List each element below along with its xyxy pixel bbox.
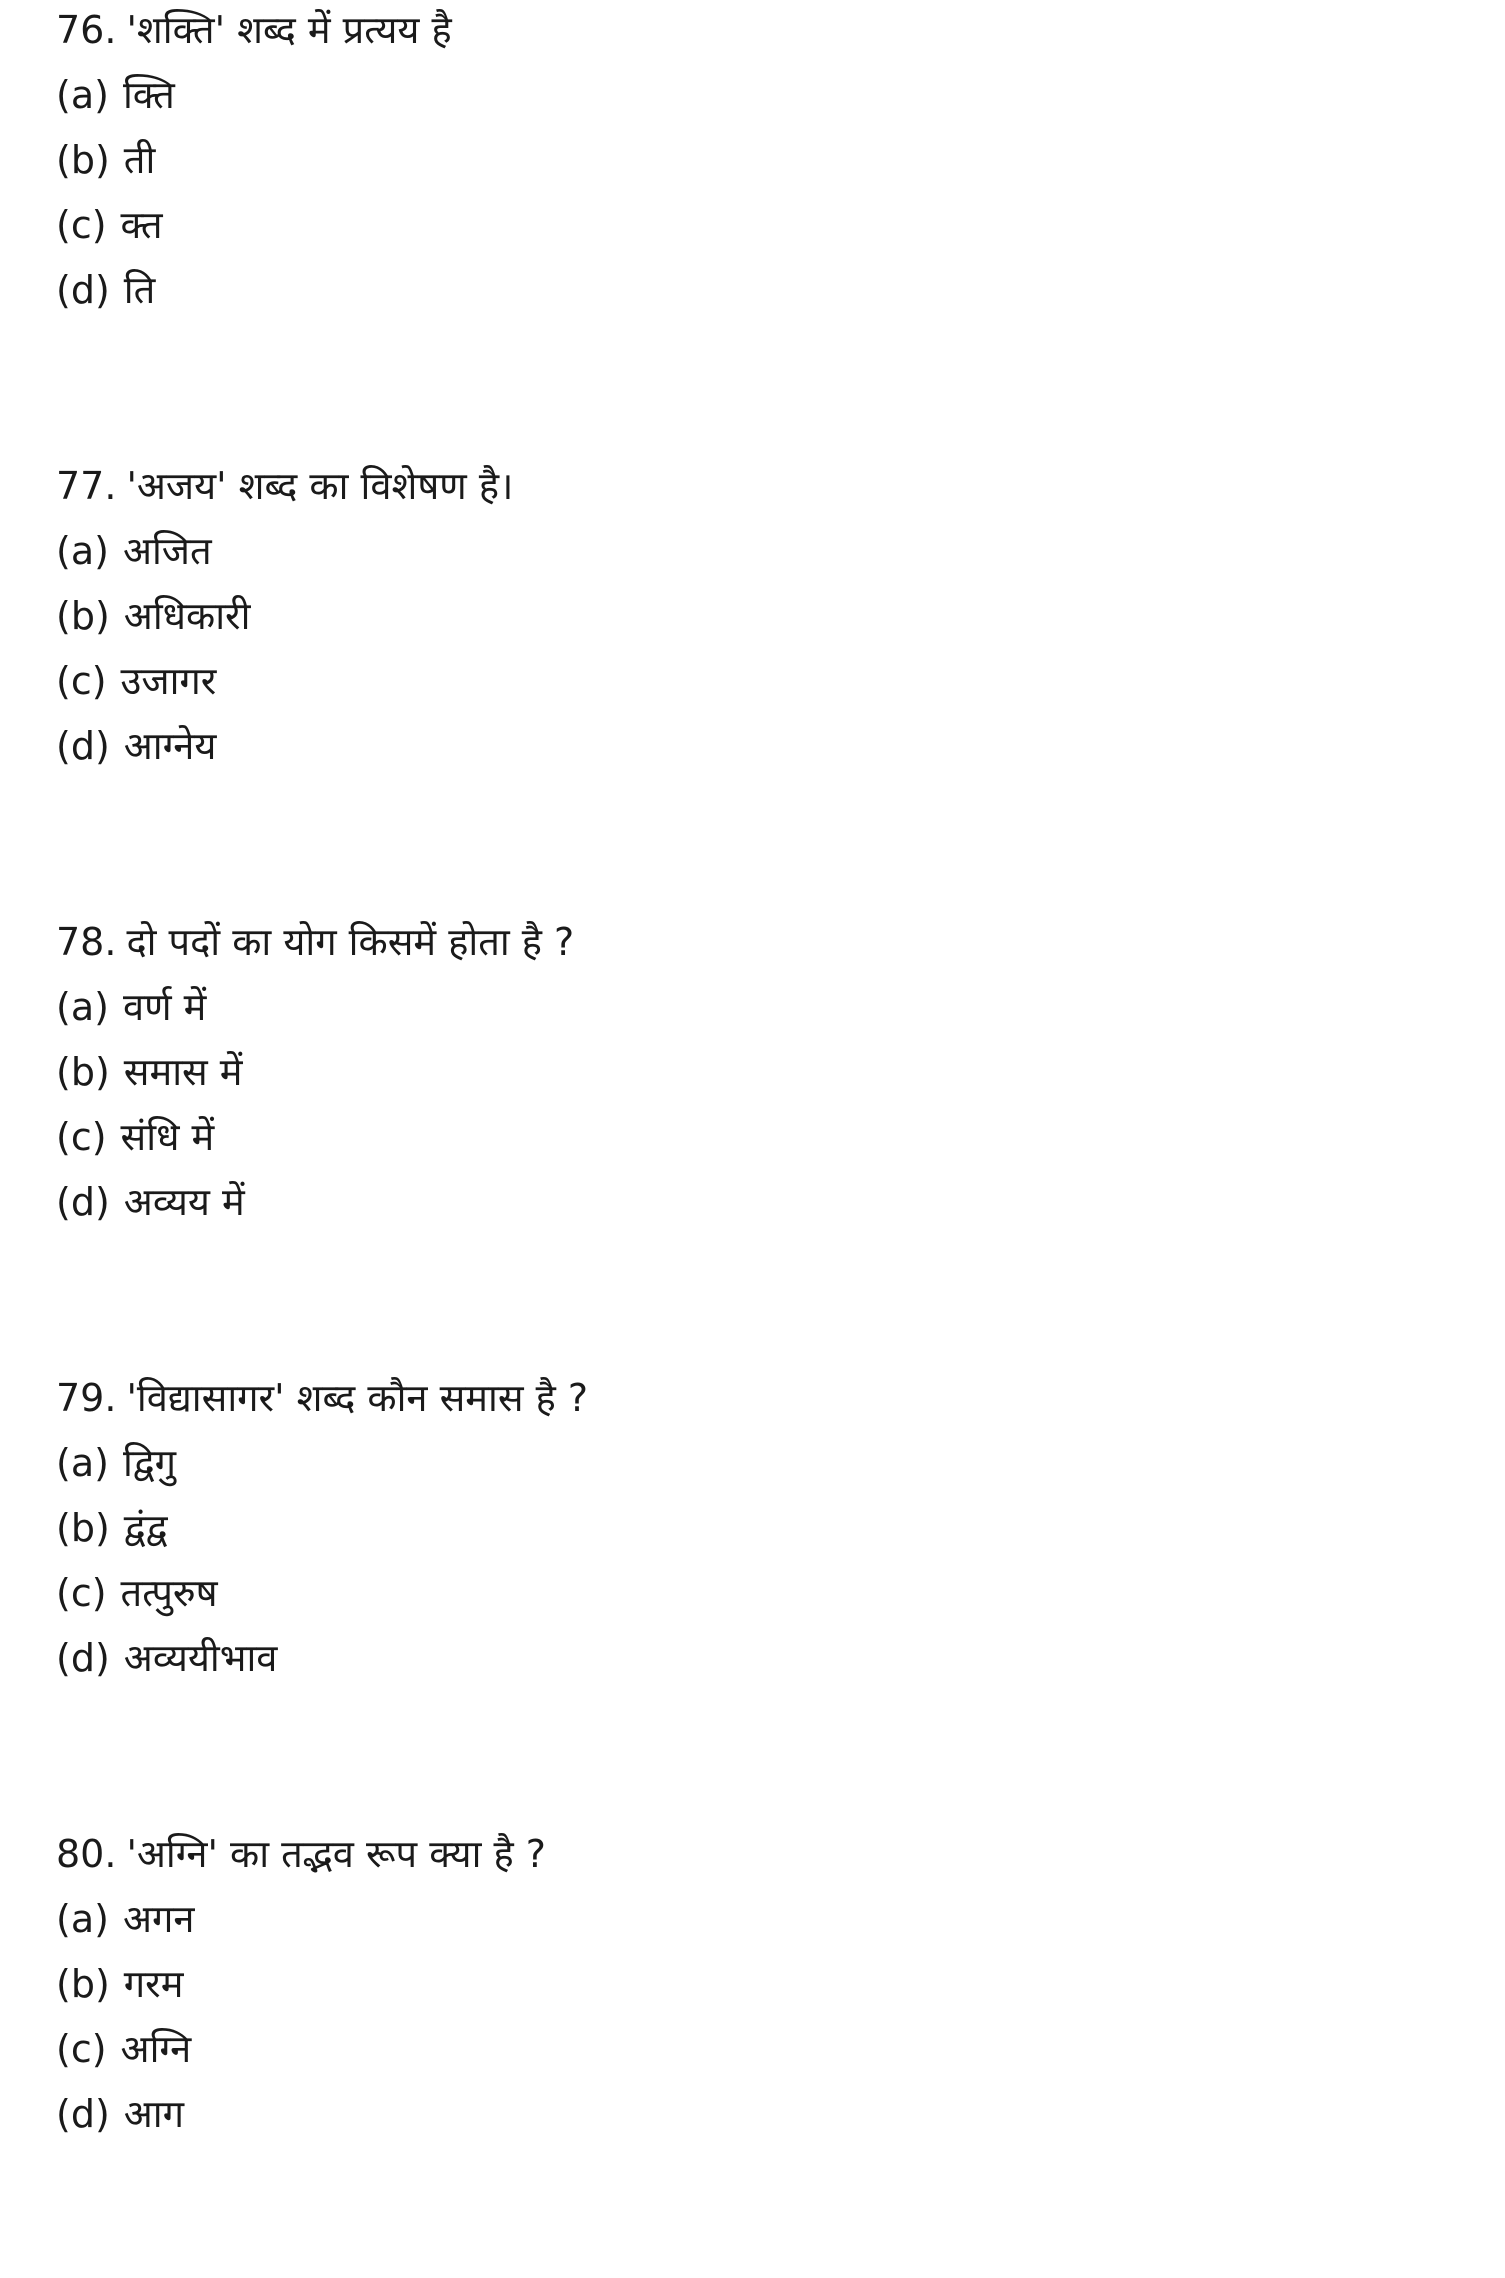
option-d bbox=[56, 2082, 1476, 2147]
option-c bbox=[56, 193, 1476, 258]
option-key: (b) bbox=[56, 1962, 110, 2006]
option-key: (b) bbox=[56, 594, 110, 638]
question-text: दो पदों का योग किसमें होता है ? bbox=[126, 920, 575, 964]
option-text: अधिकारी bbox=[123, 594, 251, 638]
question-number: 77. bbox=[56, 464, 117, 508]
option-text: ति bbox=[123, 268, 156, 312]
option-text: संधि में bbox=[120, 1115, 215, 1159]
option-key: (a) bbox=[56, 985, 109, 1029]
option-d bbox=[56, 1170, 1476, 1235]
option-key: (d) bbox=[56, 724, 110, 768]
option-key: (d) bbox=[56, 268, 110, 312]
option-d bbox=[56, 258, 1476, 323]
question-77 bbox=[56, 454, 1476, 779]
option-text: अव्ययीभाव bbox=[123, 1636, 278, 1680]
question-76 bbox=[56, 0, 1476, 323]
option-key: (a) bbox=[56, 529, 109, 573]
option-c bbox=[56, 1105, 1476, 1170]
option-a bbox=[56, 1431, 1476, 1496]
option-a bbox=[56, 1887, 1476, 1952]
option-b bbox=[56, 1496, 1476, 1561]
option-d bbox=[56, 714, 1476, 779]
question-line bbox=[56, 0, 1476, 63]
option-key: (c) bbox=[56, 1115, 107, 1159]
option-key: (c) bbox=[56, 203, 107, 247]
question-line bbox=[56, 454, 1476, 519]
question-number: 79. bbox=[56, 1376, 117, 1420]
option-key: (b) bbox=[56, 1506, 110, 1550]
option-text: गरम bbox=[123, 1962, 184, 2006]
question-line bbox=[56, 910, 1476, 975]
question-line bbox=[56, 1822, 1476, 1887]
option-text: ती bbox=[123, 138, 156, 182]
question-line bbox=[56, 1366, 1476, 1431]
option-d bbox=[56, 1626, 1476, 1691]
option-key: (d) bbox=[56, 2092, 110, 2136]
option-b bbox=[56, 1952, 1476, 2017]
option-key: (b) bbox=[56, 138, 110, 182]
option-b bbox=[56, 128, 1476, 193]
option-key: (b) bbox=[56, 1050, 110, 1094]
option-key: (c) bbox=[56, 659, 107, 703]
question-80 bbox=[56, 1822, 1476, 2147]
question-text: 'शक्ति' शब्द में प्रत्यय है bbox=[126, 8, 452, 52]
option-text: द्वंद्व bbox=[123, 1506, 168, 1550]
option-a bbox=[56, 519, 1476, 584]
option-c bbox=[56, 1561, 1476, 1626]
question-number: 78. bbox=[56, 920, 117, 964]
option-key: (c) bbox=[56, 2027, 107, 2071]
option-c bbox=[56, 649, 1476, 714]
option-key: (a) bbox=[56, 1897, 109, 1941]
option-key: (a) bbox=[56, 73, 109, 117]
option-a bbox=[56, 975, 1476, 1040]
option-text: द्विगु bbox=[122, 1441, 177, 1485]
question-number: 80. bbox=[56, 1832, 117, 1876]
option-b bbox=[56, 584, 1476, 649]
question-text: 'अग्नि' का तद्भव रूप क्या है ? bbox=[126, 1832, 546, 1876]
option-text: अव्यय में bbox=[123, 1180, 245, 1224]
option-text: आग्नेय bbox=[123, 724, 217, 768]
option-c bbox=[56, 2017, 1476, 2082]
option-b bbox=[56, 1040, 1476, 1105]
option-key: (d) bbox=[56, 1180, 110, 1224]
option-a bbox=[56, 63, 1476, 128]
option-text: तत्पुरुष bbox=[120, 1571, 218, 1615]
question-79 bbox=[56, 1366, 1476, 1691]
question-text: 'विद्यासागर' शब्द कौन समास है ? bbox=[126, 1376, 589, 1420]
option-text: समास में bbox=[123, 1050, 243, 1094]
question-sheet bbox=[56, 0, 1476, 2278]
option-key: (c) bbox=[56, 1571, 107, 1615]
option-text: अगन bbox=[122, 1897, 195, 1941]
option-text: वर्ण में bbox=[122, 985, 207, 1029]
option-text: उजागर bbox=[120, 659, 217, 703]
question-number: 76. bbox=[56, 8, 117, 52]
question-text: 'अजय' शब्द का विशेषण है। bbox=[126, 464, 514, 508]
option-text: अजित bbox=[122, 529, 212, 573]
option-text: क्ति bbox=[122, 73, 175, 117]
option-key: (a) bbox=[56, 1441, 109, 1485]
option-text: अग्नि bbox=[120, 2027, 192, 2071]
option-key: (d) bbox=[56, 1636, 110, 1680]
option-text: क्त bbox=[120, 203, 163, 247]
question-78 bbox=[56, 910, 1476, 1235]
option-text: आग bbox=[123, 2092, 185, 2136]
